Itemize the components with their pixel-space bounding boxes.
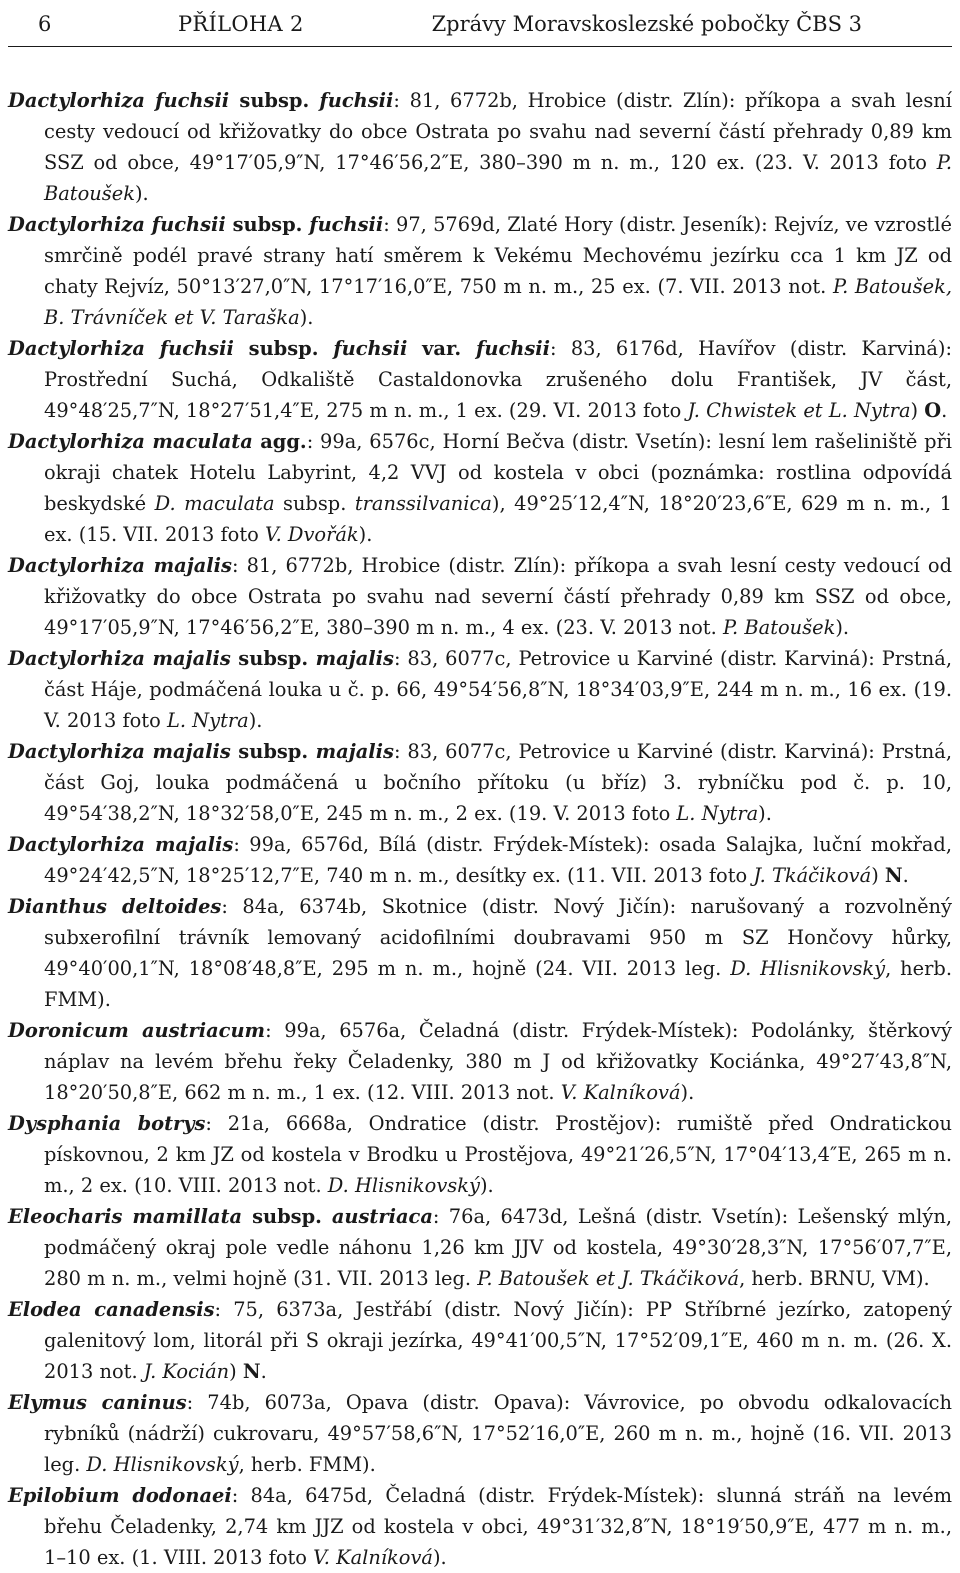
appendix-title: PŘÍLOHA 2 [178, 12, 304, 36]
rank-or-status: subsp. [230, 740, 316, 763]
record-text: : 76a, 6473d, Lešná (distr. Vsetín): Lešenský mlýn, podmáčený okraj pole vedle náhonu 1,26 km JJV od kostela, 49°30′28,3″N, 17°56′07,7″E, 280 m n. m., velmi hojně (31. VII. 2013 leg. [44, 1205, 952, 1290]
record-text: ). [248, 709, 263, 732]
rank-or-status: subsp. [229, 89, 320, 112]
observer-name: P. Batoušek, B. Trávníček et V. Taraška [44, 275, 952, 329]
record-text: ) [229, 1360, 243, 1383]
taxon-name: majalis [315, 740, 394, 763]
record-text: : 74b, 6073a, Opava (distr. Opava): Vávrovice, po obvodu odkalovacích rybníků (nádrží) cukrovaru, 49°57′58,6″N, 17°52′16,0″E, 260 m n. m., hojně (16. VII. 2013 leg. [44, 1391, 952, 1476]
taxon-name: fuchsii [309, 213, 384, 236]
record-dactylorhiza-majalis-4 [8, 829, 952, 891]
observer-name: J. Tkáčiková [753, 864, 872, 887]
record-text: ). [432, 1546, 447, 1569]
record-text: ), 49°25′12,4″N, 18°20′23,6″E, 629 m n. m., 1 ex. (15. VII. 2013 foto [44, 492, 952, 546]
taxon-name: austriaca [331, 1205, 433, 1228]
record-text: : 81, 6772b, Hrobice (distr. Zlín): příkopa a svah lesní cesty vedoucí od křižovatky do obce Ostrata po svahu nad severní částí přehrady 0,89 km SSZ od obce, 49°17′05,9″N, 17°46′56,2″E, 380–390 m n. m., 4 ex. (23. V. 2013 not. [44, 554, 952, 639]
taxon-name: Eleocharis mamillata [8, 1205, 243, 1228]
record-dactylorhiza-fuchsii-1 [8, 85, 952, 209]
observer-name: J. Chwistek et L. Nytra [687, 399, 911, 422]
record-text: ). [479, 1174, 494, 1197]
record-eleocharis-mamillata [8, 1201, 952, 1294]
observer-name: V. Dvořák [264, 523, 359, 546]
record-text: ). [680, 1081, 695, 1104]
record-dactylorhiza-fuchsii-3 [8, 333, 952, 426]
page-header [0, 0, 960, 52]
record-text: : 75, 6373a, Jestřábí (distr. Nový Jičín): PP Stříbrné jezírko, zatopený galenitový lom, litorál při S okraji jezírka, 49°41′00,5″N, 17°52′09,1″E, 460 m n. m. (26. X. 2013 not. [44, 1298, 952, 1383]
observer-name: D. Hlisnikovský [730, 957, 886, 980]
record-text: ). [134, 182, 149, 205]
record-dactylorhiza-majalis-2 [8, 643, 952, 736]
taxon-name: Dysphania botrys [8, 1112, 206, 1135]
record-text: : 99a, 6576c, Horní Bečva (distr. Vsetín): lesní lem rašeliniště při okraji chatek Hotelu Labyrint, 4,2 VVJ od kostela v obci (poznámka: rostlina odpovídá beskydské [44, 430, 953, 515]
record-text: ) [871, 864, 885, 887]
taxon-name: fuchsii [333, 337, 408, 360]
rank-or-status: N [242, 1360, 261, 1383]
observer-name: D. Hlisnikovský [86, 1453, 239, 1476]
record-doronicum-austriacum [8, 1015, 952, 1108]
record-text: . [902, 864, 909, 887]
rank-or-status: agg. [252, 430, 307, 453]
record-dactylorhiza-fuchsii-2 [8, 209, 952, 333]
observer-name: L. Nytra [166, 709, 249, 732]
taxon-name: Dactylorhiza majalis [8, 740, 231, 763]
taxon-name: Dianthus deltoides [8, 895, 222, 918]
record-text: : 99a, 6576a, Čeladná (distr. Frýdek-Místek): Podolánky, štěrkový náplav na levém břehu řeky Čeladenky, 380 m J od křižovatky Kociánka, 49°27′43,8″N, 18°20′50,8″E, 662 m n. m., 1 ex. (12. VIII. 2013 not. [44, 1019, 953, 1104]
page-number: 6 [38, 12, 52, 36]
taxon-name: Dactylorhiza fuchsii [8, 213, 226, 236]
rank-or-status: subsp. [242, 1205, 332, 1228]
record-text: ). [758, 802, 772, 825]
record-text: : 97, 5769d, Zlaté Hory (distr. Jeseník): Rejvíz, ve vzrostlé smrčině podél pravé strany hatí směrem k Vekému Mechovému jezírku cca 1 km JZ od chaty Rejvíz, 50°13′27,0″N, 17°17′16,0″E, 750 m n. m., 25 ex. (7. VII. 2013 not. [44, 213, 952, 298]
observer-name: V. Kalníková [560, 1081, 681, 1104]
record-text: ). [835, 616, 850, 639]
record-text: , herb. FMM). [238, 1453, 376, 1476]
record-dianthus-deltoides [8, 891, 952, 1015]
record-text: ). [299, 306, 314, 329]
taxon-name: Epilobium dodonaei [8, 1484, 232, 1507]
record-text: : 83, 6077c, Petrovice u Karviné (distr. Karviná): Prstná, část Goj, louka podmáčená u bočního přítoku (u bříz) 3. rybníčku pod č. p. 10, 49°54′38,2″N, 18°32′58,0″E, 245 m n. m., 2 ex. (19. V. 2013 foto [44, 740, 952, 825]
record-epilobium-dodonaei [8, 1480, 952, 1573]
record-text: : 84a, 6475d, Čeladná (distr. Frýdek-Místek): slunná stráň na levém břehu Čeladenky, 2,74 km JJZ od kostela v obci, 49°31′32,8″N, 18°19′50,9″E, 477 m n. m., 1–10 ex. (1. VIII. 2013 foto [44, 1484, 952, 1569]
floristic-records [8, 85, 952, 1573]
taxon-name: Doronicum austriacum [8, 1019, 266, 1042]
record-dactylorhiza-majalis-1 [8, 550, 952, 643]
record-text: subsp. [274, 492, 355, 515]
record-elodea-canadensis [8, 1294, 952, 1387]
taxon-name: Elymus caninus [8, 1391, 187, 1414]
observer-name: P. Batoušek [722, 616, 836, 639]
record-text: . [260, 1360, 267, 1383]
header-rule [8, 46, 952, 47]
rank-or-status: var. [407, 337, 477, 360]
rank-or-status: subsp. [233, 337, 334, 360]
taxon-name: fuchsii [319, 89, 394, 112]
observer-name: D. maculata [154, 492, 275, 515]
taxon-name: Dactylorhiza majalis [8, 647, 231, 670]
observer-name: P. Batoušek [44, 151, 952, 205]
rank-or-status: subsp. [230, 647, 316, 670]
taxon-name: Dactylorhiza maculata [8, 430, 253, 453]
taxon-name: majalis [315, 647, 394, 670]
taxon-name: Dactylorhiza fuchsii [8, 89, 230, 112]
record-text: : 99a, 6576d, Bílá (distr. Frýdek-Místek): osada Salajka, luční mokřad, 49°24′42,5″N, 18°25′12,7″E, 740 m n. m., desítky ex. (11. VII. 2013 foto [44, 833, 952, 887]
record-dactylorhiza-majalis-3 [8, 736, 952, 829]
observer-name: D. Hlisnikovský [327, 1174, 480, 1197]
record-text: ). [358, 523, 373, 546]
rank-or-status: subsp. [225, 213, 310, 236]
record-elymus-caninus [8, 1387, 952, 1480]
observer-name: L. Nytra [676, 802, 759, 825]
rank-or-status: N [884, 864, 903, 887]
record-text: , herb. FMM). [44, 957, 952, 1011]
observer-name: J. Kocián [143, 1360, 230, 1383]
observer-name: V. Kalníková [313, 1546, 433, 1569]
taxon-name: fuchsii [476, 337, 551, 360]
record-text: : 84a, 6374b, Skotnice (distr. Nový Jičín): narušovaný a rozvolněný subxerofilní trávník lemovaný acidofilními doubravami 950 m SZ Hončovy hůrky, 49°40′00,1″N, 18°08′48,8″E, 295 m n. m., hojně (24. VII. 2013 leg. [44, 895, 952, 980]
taxon-name: Elodea canadensis [8, 1298, 215, 1321]
observer-name: P. Batoušek et J. Tkáčiková [477, 1267, 740, 1290]
record-text: : 21a, 6668a, Ondratice (distr. Prostějov): rumiště před Ondratickou pískovnou, 2 km JZ od kostela v Brodku u Prostějova, 49°21′26,5″N, 17°04′13,4″E, 265 m n. m., 2 ex. (10. VIII. 2013 not. [44, 1112, 952, 1197]
record-text: : 81, 6772b, Hrobice (distr. Zlín): příkopa a svah lesní cesty vedoucí od křižovatky do obce Ostrata po svahu nad severní částí přehrady 0,89 km SSZ od obce, 49°17′05,9″N, 17°46′56,2″E, 380–390 m n. m., 120 ex. (23. V. 2013 foto [44, 89, 952, 174]
taxon-name: Dactylorhiza majalis [8, 833, 234, 856]
record-text: , herb. BRNU, VM). [739, 1267, 930, 1290]
taxon-name: Dactylorhiza majalis [8, 554, 232, 577]
record-text: ) [910, 399, 925, 422]
journal-title: Zprávy Moravskoslezské pobočky ČBS 3 [431, 12, 862, 36]
record-dactylorhiza-maculata [8, 426, 952, 550]
record-text: . [941, 399, 948, 422]
taxon-name: Dactylorhiza fuchsii [8, 337, 234, 360]
observer-name: transsilvanica [354, 492, 492, 515]
record-dysphania-botrys [8, 1108, 952, 1201]
record-text: : 83, 6176d, Havířov (distr. Karviná): Prostřední Suchá, Odkaliště Castaldonovka zrušeného dolu František, JV část, 49°48′25,7″N, 18°27′51,4″E, 275 m n. m., 1 ex. (29. VI. 2013 foto [44, 337, 952, 422]
rank-or-status: O [924, 399, 942, 422]
record-text: : 83, 6077c, Petrovice u Karviné (distr. Karviná): Prstná, část Háje, podmáčená louka u č. p. 66, 49°54′56,8″N, 18°34′03,9″E, 244 m n. m., 16 ex. (19. V. 2013 foto [44, 647, 952, 732]
